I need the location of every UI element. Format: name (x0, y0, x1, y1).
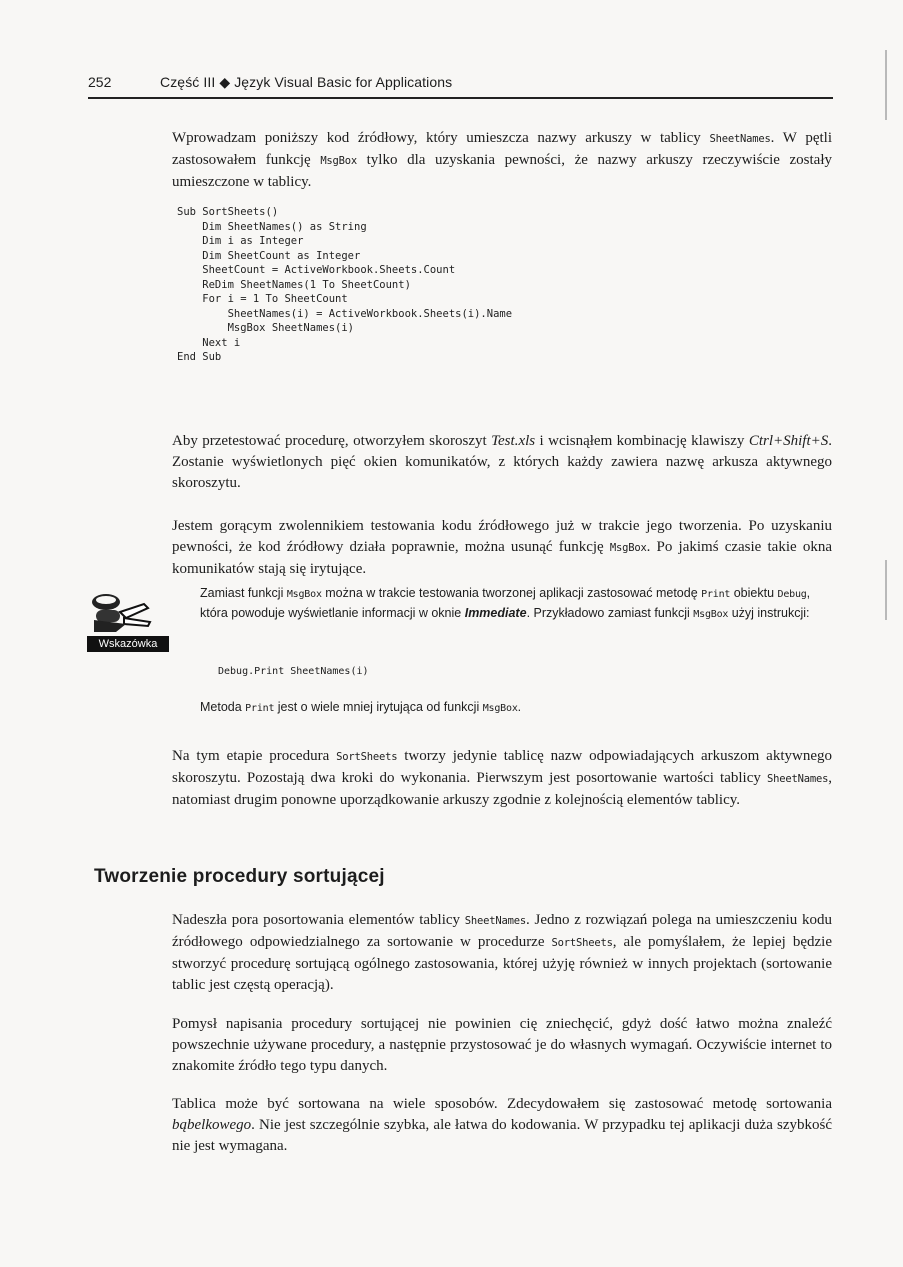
scan-edge-mark (885, 50, 887, 120)
running-title: Część III ◆ Język Visual Basic for Applications (160, 74, 453, 90)
page-number: 252 (88, 74, 112, 90)
paragraph: Na tym etapie procedura SortSheets tworzy jedynie tablicę nazw odpowiadających arkuszom aktywnego skoroszytu. Pozostają dwa kroki do wykonania. Pierwszym jest posortowanie wartości tablicy SheetNames, natomiast drugim ponowne uporządkowanie arkuszy zgodnie z kolejnością elementów tablicy. (172, 748, 832, 808)
paragraph: Aby przetestować procedurę, otworzyłem skoroszyt Test.xls i wcisnąłem kombinację klawiszy Ctrl+Shift+S. Zostanie wyświetlonych pięć okien komunikatów, z których każdy zawiera nazwę arkusza aktywnego skoroszytu. (172, 433, 832, 491)
page-header (88, 74, 832, 96)
code-block: Sub SortSheets() Dim SheetNames() as String Dim i as Integer Dim SheetCount as Integer SheetCount = ActiveWorkbook.Sheets.Count ReDim SheetNames(1 To SheetCount) For i = 1 To SheetCount SheetNames(i) = ActiveWorkbook.Sheets(i).Name MsgBox SheetNames(i) Next i End Sub (177, 206, 513, 363)
paragraph: Wprowadzam poniższy kod źródłowy, który umieszcza nazwy arkuszy w tablicy SheetNames. W pętli zastosowałem funkcję MsgBox tylko dla uzyskania pewności, że nazwy arkuszy rzeczywiście zostały umieszczone w tablicy. (172, 130, 832, 190)
header-rule (88, 97, 833, 99)
tip-text: Zamiast funkcji MsgBox można w trakcie testowania tworzonej aplikacji zastosować metodę Print obiektu Debug, która powoduje wyświetlanie informacji w oknie Immediate. Przykładowo zamiast funkcji MsgBox użyj instrukcji: (200, 586, 811, 620)
scan-edge-mark (885, 560, 887, 620)
section-heading: Tworzenie procedury sortującej (94, 866, 385, 887)
tip-code: Debug.Print SheetNames(i) (218, 666, 369, 677)
tip-label: Wskazówka (87, 636, 169, 652)
paragraph: Pomysł napisania procedury sortującej nie powinien cię zniechęcić, gdyż dość łatwo można znaleźć powszechnie używane procedury, a następnie przystosować je do własnych wymagań. Oczywiście internet to znakomite źródło tego typu danych. (172, 1016, 832, 1074)
tip-text: Metoda Print jest o wiele mniej irytująca od funkcji MsgBox. (200, 700, 522, 714)
paragraph: Nadeszła pora posortowania elementów tablicy SheetNames. Jedno z rozwiązań polega na umieszczeniu kodu źródłowego odpowiedzialnego za sortowanie w procedurze SortSheets, ale pomyślałem, że lepiej będzie stworzyć procedurę sortującą ogólnego zastosowania, której użyję również w innych projektach (sortowanie tablic jest częstą operacją). (172, 912, 832, 993)
paragraph: Tablica może być sortowana na wiele sposobów. Zdecydowałem się zastosować metodę sortowania bąbelkowego. Nie jest szczególnie szybka, ale łatwa do kodowania. W przypadku tej aplikacji duża szybkość nie jest wymagana. (172, 1096, 832, 1154)
paragraph: Jestem gorącym zwolennikiem testowania kodu źródłowego już w trakcie jego tworzenia. Po uzyskaniu pewności, że kod źródłowy działa poprawnie, można usunąć funkcję MsgBox. Po jakimś czasie takie okna komunikatów stają się irytujące. (172, 518, 832, 577)
